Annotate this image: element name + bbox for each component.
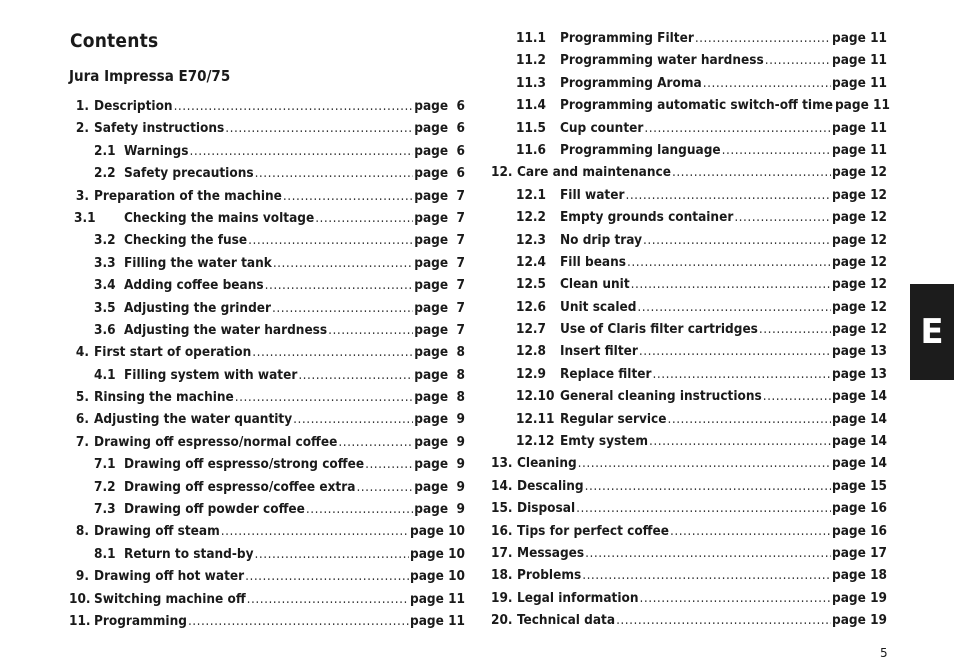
toc-entry-page: page 14 (832, 388, 887, 405)
toc-entry-number: 3.3 (94, 254, 116, 271)
toc-entry-title: Checking the mains voltage (124, 209, 315, 226)
toc-entry-title: Regular service (560, 410, 667, 427)
toc-entry-number: 17. (491, 544, 513, 561)
page-title: Contents (70, 30, 159, 52)
toc-entry-page: page 16 (832, 522, 887, 539)
toc-entry-title: Return to stand-by (124, 545, 254, 562)
toc-entry-title: Programming automatic switch-off time (560, 97, 833, 114)
dot-leader (695, 30, 831, 46)
toc-entry-page: page 14 (832, 433, 887, 450)
toc-entry-number: 8. (75, 523, 89, 540)
toc-entry-number: 12.1 (516, 186, 546, 203)
toc-entry-title: Care and maintenance (517, 164, 671, 181)
toc-entry-page: page 8 (414, 366, 465, 383)
toc-entry-page: page 6 (414, 98, 465, 114)
toc-entry-number: 12. (491, 164, 513, 181)
dot-leader (255, 546, 410, 562)
dot-leader (235, 389, 413, 405)
toc-entry-title: Programming (94, 612, 187, 629)
toc-entry (69, 98, 465, 120)
toc-entry (69, 210, 465, 232)
toc-entry-title: Checking the fuse (124, 232, 248, 249)
dot-leader (328, 322, 413, 338)
toc-entry-title: Legal information (517, 589, 639, 606)
toc-entry (491, 164, 887, 186)
toc-entry (69, 479, 465, 501)
toc-entry-title: Preparation of the machine (94, 187, 282, 204)
toc-entry-title: Rinsing the machine (94, 389, 234, 406)
toc-entry-page: page 6 (414, 165, 465, 182)
toc-entry-number: 9. (75, 568, 89, 585)
toc-entry-title: Problems (517, 567, 582, 584)
toc-entry-number: 7. (75, 433, 89, 450)
toc-entry (69, 232, 465, 254)
toc-entry-title: First start of operation (94, 344, 252, 361)
toc-entry-page: page 11 (832, 119, 887, 136)
toc-entry-page: page 6 (414, 120, 465, 137)
toc-entry-page: page 11 (410, 590, 465, 607)
toc-entry-title: Programming water hardness (560, 52, 764, 69)
toc-entry-title: Warnings (124, 142, 189, 159)
toc-entry-title: Cleaning (517, 455, 577, 472)
toc-entry-page: page 11 (832, 30, 887, 46)
toc-entry-number: 12.9 (516, 365, 546, 382)
toc-entry (491, 187, 887, 209)
toc-entry-number: 6. (75, 411, 89, 428)
toc-entry-page: page 11 (832, 52, 887, 69)
toc-entry-page: page 7 (414, 277, 465, 294)
dot-leader (272, 300, 413, 316)
toc-entry (69, 165, 465, 187)
toc-entry-number: 12.8 (516, 343, 546, 360)
toc-entry (491, 433, 887, 455)
toc-entry-title: Adjusting the grinder (124, 299, 272, 316)
toc-entry (491, 321, 887, 343)
toc-entry (69, 389, 465, 411)
toc-entry-number: 14. (491, 477, 513, 494)
toc-entry (69, 344, 465, 366)
toc-entry (491, 209, 887, 231)
toc-entry-number: 12.3 (516, 231, 546, 248)
dot-leader (283, 188, 413, 204)
toc-entry-page: page 14 (832, 410, 887, 427)
dot-leader (631, 276, 831, 292)
toc-entry-number: 8.1 (94, 545, 116, 562)
dot-leader (627, 254, 831, 270)
toc-entry-number: 2. (75, 120, 89, 137)
toc-entry-title: Tips for perfect coffee (517, 522, 669, 539)
toc-entry (491, 254, 887, 276)
toc-entry-page: page 18 (832, 567, 887, 584)
toc-entry-title: Descaling (517, 477, 584, 494)
toc-entry-page: page 12 (832, 164, 887, 181)
toc-entry-page: page 10 (410, 523, 465, 540)
toc-entry-title: Drawing off espresso/coffee extra (124, 478, 356, 495)
toc-entry-page: page 16 (832, 500, 887, 517)
toc-entry (491, 299, 887, 321)
toc-entry (69, 411, 465, 433)
toc-entry-title: Unit scaled (560, 298, 637, 315)
dot-leader (637, 299, 831, 315)
toc-entry (69, 613, 465, 635)
toc-entry-title: Empty grounds container (560, 209, 734, 226)
toc-entry-title: Emty system (560, 433, 648, 450)
dot-leader (247, 591, 409, 607)
dot-leader (188, 613, 409, 629)
toc-entry-number: 4.1 (94, 366, 116, 383)
toc-entry (69, 300, 465, 322)
toc-entry-title: Messages (517, 544, 585, 561)
toc-entry-title: Replace filter (560, 365, 652, 382)
toc-entry-number: 12.6 (516, 298, 546, 315)
language-tab: E (910, 284, 954, 380)
toc-entry (491, 388, 887, 410)
dot-leader (722, 142, 831, 158)
toc-entry (491, 276, 887, 298)
dot-leader (670, 523, 831, 539)
dot-leader (174, 98, 414, 114)
toc-entry-number: 13. (491, 455, 513, 472)
dot-leader (616, 612, 831, 628)
toc-entry-number: 3.2 (94, 232, 116, 249)
toc-entry-number: 1. (75, 98, 89, 114)
dot-leader (245, 568, 409, 584)
dot-leader (225, 120, 413, 136)
toc-entry-page: page 7 (414, 299, 465, 316)
toc-entry-title: No drip tray (560, 231, 642, 248)
dot-leader (672, 164, 831, 180)
toc-entry-number: 15. (491, 500, 513, 517)
toc-entry-title: Filling system with water (124, 366, 298, 383)
toc-entry (491, 590, 887, 612)
dot-leader (643, 232, 831, 248)
toc-entry-title: Adjusting the water hardness (124, 321, 328, 338)
toc-entry-number: 5. (75, 389, 89, 406)
toc-entry-page: page 13 (832, 343, 887, 360)
toc-entry-page: page 9 (414, 501, 465, 518)
toc-entry-page: page 7 (414, 187, 465, 204)
toc-entry (69, 456, 465, 478)
toc-entry-number: 12.4 (516, 253, 546, 270)
document-subtitle: Jura Impressa E70/75 (69, 67, 231, 85)
dot-leader (356, 479, 413, 495)
toc-entry (69, 277, 465, 299)
toc-entry-number: 3.4 (94, 277, 116, 294)
toc-entry (491, 30, 887, 52)
toc-entry-number: 18. (491, 567, 513, 584)
toc-entry-number: 12.5 (516, 276, 546, 293)
toc-entry-number: 16. (491, 522, 513, 539)
toc-entry-number: 11.4 (516, 97, 546, 114)
toc-entry-number: 12.12 (516, 433, 555, 450)
toc-entry (491, 478, 887, 500)
toc-entry-title: Drawing off powder coffee (124, 501, 305, 518)
toc-entry-number: 7.1 (94, 456, 116, 473)
toc-entry (69, 322, 465, 344)
toc-entry-page: page 11 (832, 141, 887, 158)
dot-leader (585, 545, 831, 561)
toc-entry-number: 11.2 (516, 52, 546, 69)
toc-entry-number: 12.7 (516, 321, 546, 338)
toc-entry (491, 366, 887, 388)
dot-leader (667, 411, 831, 427)
toc-entry (491, 455, 887, 477)
toc-entry-number: 10. (69, 590, 91, 607)
toc-entry-title: Safety precautions (124, 165, 254, 182)
toc-entry-number: 2.2 (94, 165, 116, 182)
dot-leader (585, 478, 831, 494)
dot-leader (298, 367, 413, 383)
toc-entry-page: page 11 (410, 612, 465, 629)
toc-entry (69, 143, 465, 165)
toc-entry (491, 52, 887, 74)
toc-entry-page: page 12 (832, 253, 887, 270)
toc-entry-number: 2.1 (94, 142, 116, 159)
dot-leader (703, 75, 831, 91)
toc-entry (69, 523, 465, 545)
dot-leader (639, 343, 831, 359)
toc-entry-title: Insert filter (560, 343, 638, 360)
toc-entry (69, 568, 465, 590)
toc-entry-page: page 15 (832, 477, 887, 494)
dot-leader (293, 411, 413, 427)
dot-leader (338, 434, 413, 450)
toc-entry (491, 97, 890, 119)
toc-entry-page: page 8 (414, 344, 465, 361)
dot-leader (734, 209, 831, 225)
toc-entry-title: Clean unit (560, 276, 630, 293)
toc-entry-title: Programming Filter (560, 30, 694, 46)
toc-entry (69, 546, 465, 568)
toc-entry (69, 120, 465, 142)
toc-entry-page: page 6 (414, 142, 465, 159)
toc-entry (491, 75, 887, 97)
toc-entry-number: 20. (491, 612, 513, 629)
dot-leader (763, 388, 831, 404)
toc-entry (491, 142, 887, 164)
toc-entry (69, 591, 465, 613)
toc-entry-title: Technical data (517, 612, 616, 629)
toc-entry-page: page 19 (832, 612, 887, 629)
toc-entry-title: Disposal (517, 500, 576, 517)
toc-entry-page: page 13 (832, 365, 887, 382)
dot-leader (315, 210, 413, 226)
toc-entry-page: page 11 (832, 74, 887, 91)
toc-entry-number: 3. (75, 187, 89, 204)
toc-entry-number: 11.5 (516, 119, 546, 136)
toc-entry-page: page 9 (414, 433, 465, 450)
toc-entry (491, 545, 887, 567)
toc-entry-page: page 12 (832, 231, 887, 248)
dot-leader (365, 456, 413, 472)
dot-leader (248, 232, 413, 248)
toc-entry (69, 255, 465, 277)
dot-leader (649, 433, 831, 449)
toc-entry-number: 11. (69, 612, 91, 629)
toc-entry-title: Adjusting the water quantity (94, 411, 293, 428)
toc-entry-page: page 17 (832, 544, 887, 561)
toc-entry-title: Drawing off hot water (94, 568, 245, 585)
toc-entry (491, 120, 887, 142)
toc-entry (491, 343, 887, 365)
page-number: 5 (880, 646, 888, 660)
dot-leader (576, 500, 831, 516)
dot-leader (625, 187, 831, 203)
toc-entry-page: page 9 (414, 411, 465, 428)
toc-entry-page: page 12 (832, 276, 887, 293)
toc-entry-page: page 12 (832, 186, 887, 203)
toc-entry-number: 4. (75, 344, 89, 361)
toc-entry-title: Fill water (560, 186, 625, 203)
toc-entry-page: page 12 (832, 298, 887, 315)
toc-entry-number: 11.6 (516, 141, 546, 158)
toc-entry-number: 3.5 (94, 299, 116, 316)
toc-left-column (69, 98, 465, 635)
toc-entry (491, 232, 887, 254)
toc-entry-page: page 10 (410, 545, 465, 562)
toc-entry-page: page 7 (414, 254, 465, 271)
toc-entry-page: page 7 (414, 209, 465, 226)
toc-entry-page: page 14 (832, 455, 887, 472)
toc-entry-title: Filling the water tank (124, 254, 272, 271)
dot-leader (578, 455, 831, 471)
toc-entry (69, 501, 465, 523)
toc-entry-number: 7.2 (94, 478, 116, 495)
toc-entry-page: page 11 (834, 97, 890, 114)
toc-entry (69, 367, 465, 389)
toc-right-column (491, 30, 890, 635)
dot-leader (759, 321, 831, 337)
dot-leader (221, 523, 409, 539)
toc-entry-title: Fill beans (560, 253, 627, 270)
toc-entry (491, 612, 887, 634)
toc-entry-page: page 8 (414, 389, 465, 406)
toc-entry-title: Adding coffee beans (124, 277, 264, 294)
dot-leader (255, 165, 414, 181)
toc-entry-title: Programming language (560, 141, 721, 158)
toc-entry-title: Drawing off espresso/normal coffee (94, 433, 338, 450)
dot-leader (273, 255, 413, 271)
toc-entry-page: page 19 (832, 589, 887, 606)
toc-entry-title: Programming Aroma (560, 74, 702, 91)
toc-entry-title: Description (94, 98, 173, 114)
toc-entry-title: Drawing off espresso/strong coffee (124, 456, 365, 473)
toc-entry (491, 500, 887, 522)
toc-entry-number: 12.10 (516, 388, 555, 405)
toc-entry (69, 188, 465, 210)
dot-leader (582, 567, 831, 583)
dot-leader (190, 143, 414, 159)
toc-entry-page: page 12 (832, 209, 887, 226)
dot-leader (252, 344, 413, 360)
toc-entry-number: 12.2 (516, 209, 546, 226)
toc-entry-number: 19. (491, 589, 513, 606)
toc-entry-title: Drawing off steam (94, 523, 220, 540)
toc-entry-page: page 9 (414, 478, 465, 495)
toc-entry-page: page 12 (832, 321, 887, 338)
toc-entry (69, 434, 465, 456)
toc-entry-page: page 7 (414, 232, 465, 249)
toc-entry-page: page 9 (414, 456, 465, 473)
toc-entry-title: General cleaning instructions (560, 388, 762, 405)
dot-leader (765, 52, 831, 68)
toc-entry-number: 7.3 (94, 501, 116, 518)
toc-entry (491, 411, 887, 433)
toc-entry-title: Use of Claris filter cartridges (560, 321, 758, 338)
toc-entry (491, 523, 887, 545)
toc-entry-number: 3.1 (74, 209, 96, 226)
toc-entry-page: page 10 (410, 568, 465, 585)
toc-entry-page: page 7 (414, 321, 465, 338)
toc-entry-number: 3.6 (94, 321, 116, 338)
dot-leader (644, 120, 831, 136)
toc-entry-number: 11.3 (516, 74, 546, 91)
toc-entry (491, 567, 887, 589)
dot-leader (265, 277, 414, 293)
toc-entry-number: 11.1 (516, 30, 546, 46)
dot-leader (653, 366, 832, 382)
toc-entry-title: Switching machine off (94, 590, 246, 607)
toc-entry-title: Cup counter (560, 119, 644, 136)
toc-entry-title: Safety instructions (94, 120, 225, 137)
toc-entry-number: 12.11 (516, 410, 555, 427)
dot-leader (306, 501, 413, 517)
dot-leader (640, 590, 832, 606)
